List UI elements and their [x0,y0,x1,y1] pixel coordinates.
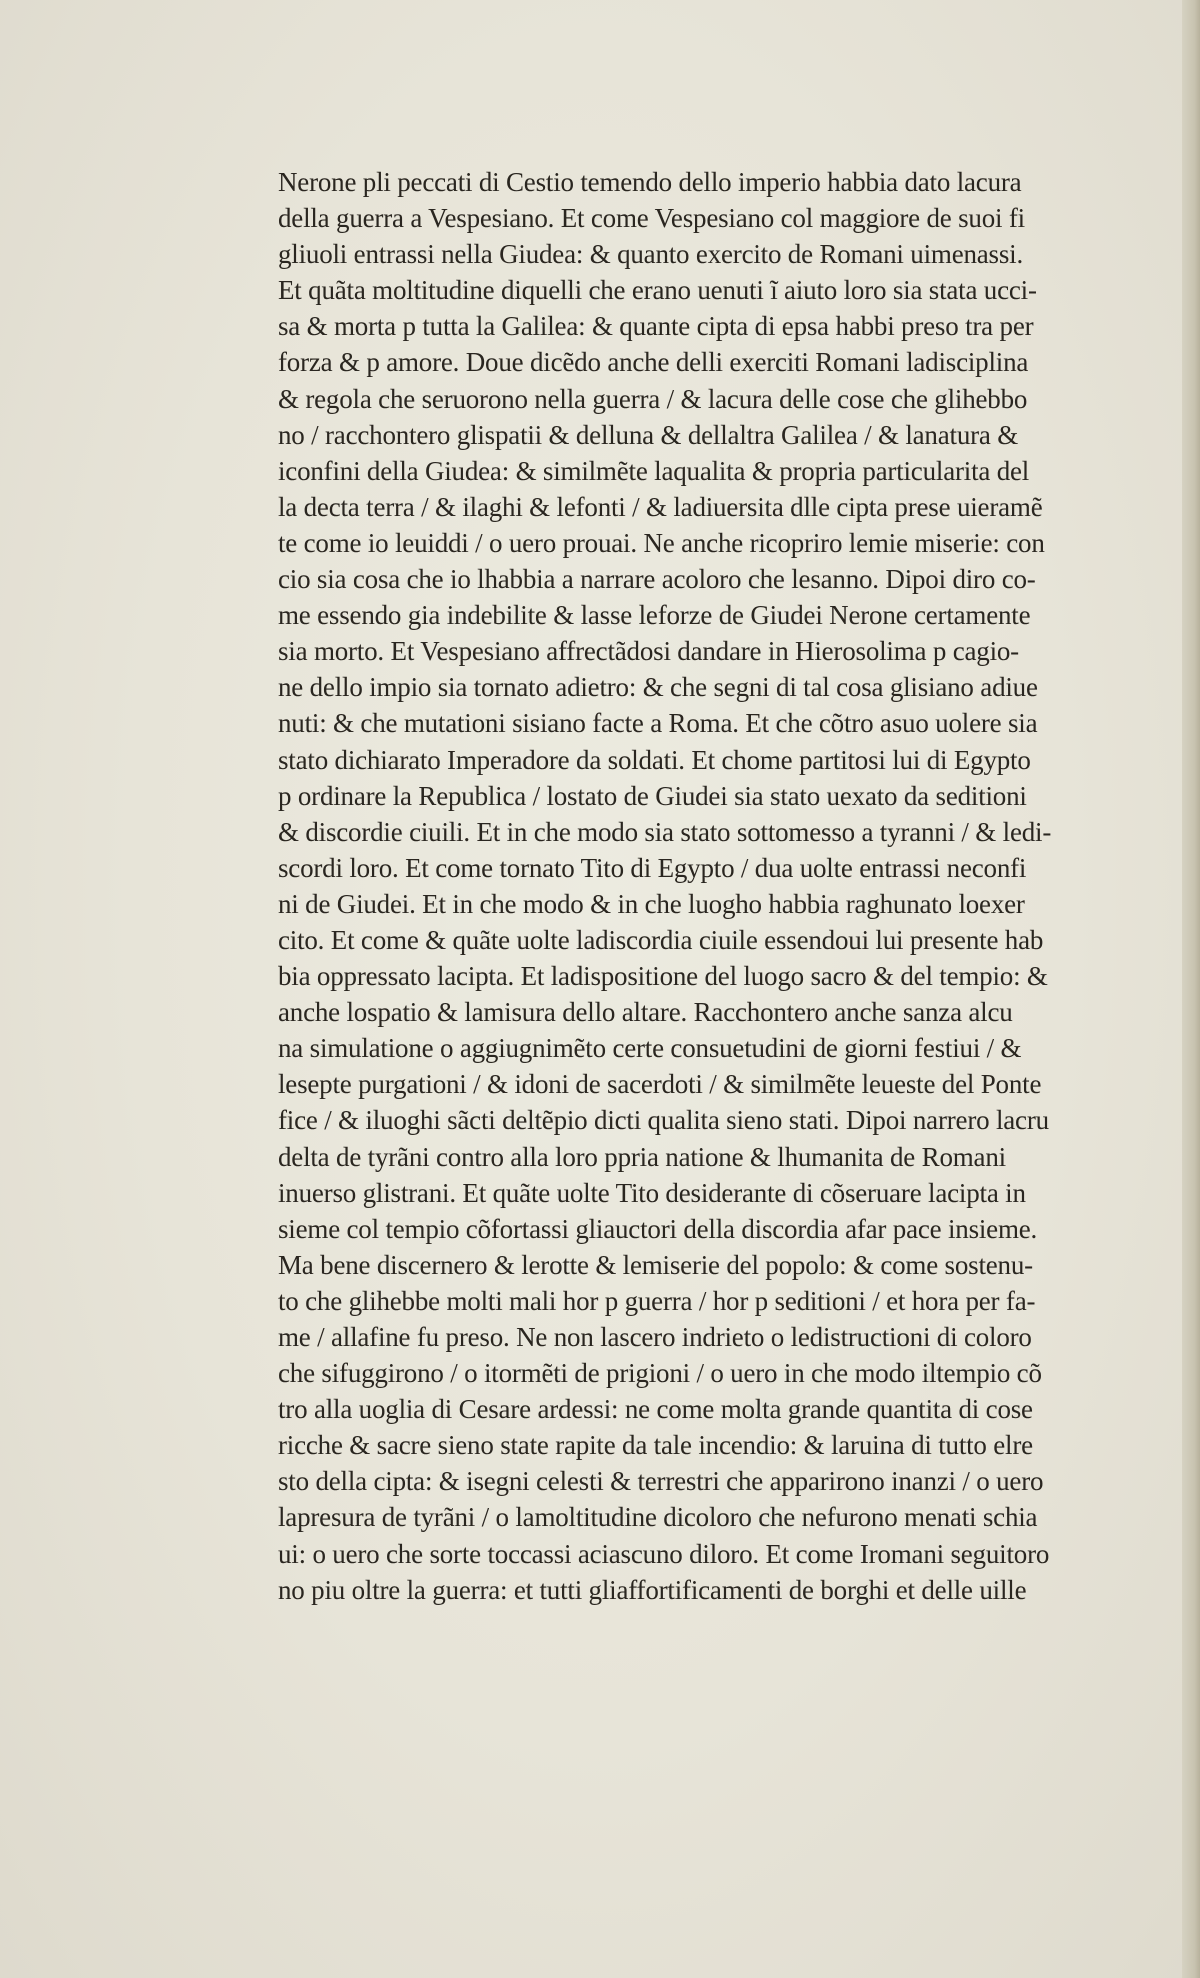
text-line: la decta terra / & ilaghi & lefonti / & ladiuersita dlle cipta prese uieramẽ [278,491,1043,522]
text-line: p ordinare la Republica / lostato de Giudei sia stato uexato da seditioni [278,780,1027,811]
text-line: forza & p amore. Doue dicẽdo anche delli exerciti Romani ladisciplina [278,347,1029,378]
text-line: scordi loro. Et come tornato Tito di Egypto / dua uolte entrassi neconfi [278,852,1027,883]
text-line: stato dichiarato Imperadore da soldati. Et chome partitosi lui di Egypto [278,744,1031,775]
text-block [278,164,1158,1608]
text-line: ui: o uero che sorte toccassi aciascuno diloro. Et come Iromani seguitoro [278,1538,1050,1569]
text-line: gliuoli entrassi nella Giudea: & quanto exercito de Romani uimenassi. [278,239,1024,270]
text-line: cito. Et come & quãte uolte ladiscordia ciuile essendoui lui presente hab [278,924,1044,955]
text-line: bia oppressato lacipta. Et ladispositione del luogo sacro & del tempio: & [278,961,1048,992]
text-line: no / racchontero glispatii & delluna & dellaltra Galilea / & lanatura & [278,419,1019,450]
text-line: te come io leuiddi / o uero prouai. Ne anche ricopriro lemie miserie: con [278,527,1045,558]
text-line: anche lospatio & lamisura dello altare. Racchontero anche sanza alcu [278,997,1013,1028]
text-line: iconfini della Giudea: & similmẽte laqualita & propria particularita del [278,455,1030,486]
text-line: cio sia cosa che io lhabbia a narrare acoloro che lesanno. Dipoi diro co- [278,564,1036,595]
text-line: ne dello impio sia tornato adietro: & che segni di tal cosa glisiano adiue [278,672,1038,703]
text-line: lesepte purgationi / & idoni de sacerdoti / & similmẽte leueste del Ponte [278,1069,1042,1100]
text-line: Et quãta moltitudine diquelli che erano uenuti ĩ aiuto loro sia stata ucci- [278,275,1037,306]
text-line: to che glihebbe molti mali hor p guerra / hor p seditioni / et hora per fa- [278,1285,1036,1316]
text-line: ricche & sacre sieno state rapite da tale incendio: & laruina di tutto elre [278,1430,1033,1461]
text-line: sto della cipta: & isegni celesti & terrestri che apparirono inanzi / o uero [278,1466,1044,1497]
text-line: Ma bene discernero & lerotte & lemiserie del popolo: & come sostenu- [278,1249,1033,1280]
text-line: che sifuggirono / o itormẽti de prigioni / o uero in che modo iltempio cõ [278,1358,1042,1389]
text-line: Nerone pli peccati di Cestio temendo dello imperio habbia dato lacura [278,167,1022,197]
text-line: me / allafine fu preso. Ne non lascero indrieto o ledistructioni di coloro [278,1322,1032,1352]
text-line: nuti: & che mutationi sisiano facte a Roma. Et che cõtro asuo uolere sia [278,708,1038,739]
text-line: no piu oltre la guerra: et tutti gliaffortificamenti de borghi et delle uille [278,1574,1027,1605]
text-line: ni de Giudei. Et in che modo & in che luogho habbia raghunato loexer [278,888,1025,919]
text-line: tro alla uoglia di Cesare ardessi: ne come molta grande quantita di cose [278,1394,1033,1425]
text-line: na simulatione o aggiugnimẽto certe consuetudini de giorni festiui / & [278,1033,1022,1064]
text-line: sa & morta p tutta la Galilea: & quante cipta di epsa habbi preso tra per [278,311,1034,342]
text-line: lapresura de tyrãni / o lamoltitudine dicoloro che nefurono menati schia [278,1502,1038,1533]
text-line: me essendo gia indebilite & lasse leforze de Giudei Nerone certamente [278,600,1031,631]
text-line: delta de tyrãni contro alla loro ppria natione & lhumanita de Romani [278,1141,1006,1172]
text-line: & discordie ciuili. Et in che modo sia stato sottomesso a tyranni / & ledi- [278,816,1052,847]
text-line: inuerso glistrani. Et quãte uolte Tito desiderante di cõseruare lacipta in [278,1177,1026,1208]
text-line: della guerra a Vespesiano. Et come Vespesiano col maggiore de suoi fi [278,203,1025,234]
text-line: fice / & iluoghi sãcti deltẽpio dicti qualita sieno stati. Dipoi narrero lacru [278,1105,1049,1136]
page-edge [1182,0,1200,1978]
text-line: sia morto. Et Vespesiano affrectãdosi dandare in Hierosolima p cagio- [278,636,1019,667]
text-line: sieme col tempio cõfortassi gliauctori della discordia afar pace insieme. [278,1213,1038,1244]
text-line: & regola che seruorono nella guerra / & lacura delle cose che glihebbo [278,383,1028,414]
